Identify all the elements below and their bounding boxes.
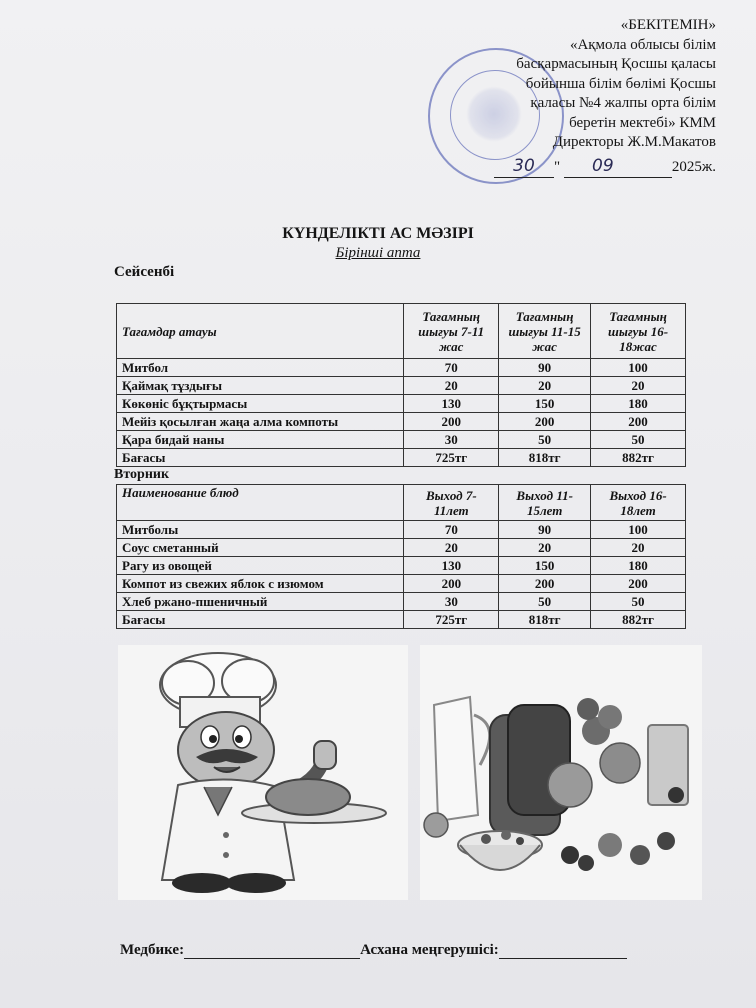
canteen-manager-label: Асхана меңгерушісі:: [360, 942, 499, 958]
price-label: Бағасы: [117, 611, 404, 629]
nurse-signature-line: [184, 944, 360, 959]
portion-cell: 180: [591, 395, 686, 413]
table-row: [117, 359, 686, 377]
dish-name: Қара бидай наны: [117, 431, 404, 449]
chef-illustration: [118, 645, 408, 900]
price-row: [117, 449, 686, 467]
table-row: [117, 593, 686, 611]
nurse-label: Медбике:: [120, 942, 185, 958]
price-cell: 725тг: [404, 611, 499, 629]
price-cell: 882тг: [591, 449, 686, 467]
table-row: [117, 377, 686, 395]
dish-name: Рагу из овощей: [117, 557, 404, 575]
table-row: [117, 395, 686, 413]
portion-cell: 70: [404, 359, 499, 377]
table-row: [117, 521, 686, 539]
food-illustration: [420, 645, 702, 900]
day-label-kazakh: Сейсенбі: [114, 264, 175, 280]
portion-cell: 200: [591, 413, 686, 431]
approval-date: 30 " 09 2025ж.: [396, 157, 716, 179]
header-cell: Наименование блюд: [117, 485, 404, 521]
portion-cell: 30: [404, 431, 499, 449]
menu-table-russian: [116, 484, 686, 629]
dish-name: Қаймақ тұздығы: [117, 377, 404, 395]
handwritten-day: 30: [513, 155, 535, 176]
header-cell: Тағамның шығуы 7-11 жас: [404, 304, 499, 359]
portion-cell: 100: [591, 521, 686, 539]
approval-line: «БЕКІТЕМІН»: [620, 17, 716, 33]
portion-cell: 20: [591, 377, 686, 395]
price-cell: 818тг: [499, 611, 591, 629]
price-cell: 882тг: [591, 611, 686, 629]
portion-cell: 50: [499, 593, 591, 611]
dish-name: Мейіз қосылған жаңа алма компоты: [117, 413, 404, 431]
table-row: [117, 431, 686, 449]
header-cell: Выход 11-15лет: [499, 485, 591, 521]
portion-cell: 20: [591, 539, 686, 557]
portion-cell: 200: [499, 413, 591, 431]
price-cell: 818тг: [499, 449, 591, 467]
handwritten-month: 09: [592, 155, 614, 176]
portion-cell: 100: [591, 359, 686, 377]
portion-cell: 20: [499, 539, 591, 557]
approval-block: [396, 16, 716, 178]
page-subtitle: Бірінші апта: [335, 245, 421, 261]
chef-icon: [118, 645, 408, 900]
signature-footer: [120, 942, 627, 959]
table-row: [117, 413, 686, 431]
portion-cell: 30: [404, 593, 499, 611]
header-cell: Выход 7-11лет: [404, 485, 499, 521]
table-header-row: [117, 304, 686, 359]
portion-cell: 50: [591, 431, 686, 449]
portion-cell: 180: [591, 557, 686, 575]
table-row: [117, 539, 686, 557]
header-cell: Тағамдар атауы: [117, 304, 404, 359]
table-row: [117, 557, 686, 575]
price-cell: 725тг: [404, 449, 499, 467]
dish-name: Хлеб ржано-пшеничный: [117, 593, 404, 611]
portion-cell: 20: [404, 539, 499, 557]
dish-name: Компот из свежих яблок с изюмом: [117, 575, 404, 593]
header-cell: Выход 16-18лет: [591, 485, 686, 521]
header-cell: Тағамның шығуы 16-18жас: [591, 304, 686, 359]
portion-cell: 90: [499, 359, 591, 377]
table-row: [117, 575, 686, 593]
approval-line: беретін мектебі» КММ: [569, 114, 716, 131]
dish-name: Соус сметанный: [117, 539, 404, 557]
portion-cell: 150: [499, 557, 591, 575]
approval-line: «Ақмола облысы білім: [569, 36, 716, 53]
portion-cell: 130: [404, 395, 499, 413]
approval-line: бойынша білім бөлімі Қосшы: [525, 75, 716, 92]
portion-cell: 150: [499, 395, 591, 413]
portion-cell: 70: [404, 521, 499, 539]
portion-cell: 50: [499, 431, 591, 449]
approval-line: қаласы №4 жалпы орта білім: [530, 95, 716, 111]
director-line: Директоры Ж.М.Макатов: [552, 134, 716, 150]
table-header-row: [117, 485, 686, 521]
portion-cell: 130: [404, 557, 499, 575]
portion-cell: 90: [499, 521, 591, 539]
portion-cell: 200: [591, 575, 686, 593]
price-label: Бағасы: [117, 449, 404, 467]
menu-table-kazakh: [116, 303, 686, 467]
dish-name: Көкөніс бұқтырмасы: [117, 395, 404, 413]
portion-cell: 200: [499, 575, 591, 593]
portion-cell: 200: [404, 413, 499, 431]
canteen-manager-signature-line: [499, 944, 627, 959]
header-cell: Тағамның шығуы 11-15 жас: [499, 304, 591, 359]
dish-name: Митболы: [117, 521, 404, 539]
portion-cell: 50: [591, 593, 686, 611]
day-label-russian: Вторник: [114, 467, 170, 482]
portion-cell: 200: [404, 575, 499, 593]
food-icon: [420, 645, 702, 900]
approval-line: басқармасының Қосшы қаласы: [516, 56, 716, 72]
portion-cell: 20: [404, 377, 499, 395]
portion-cell: 20: [499, 377, 591, 395]
approval-year: 2025ж.: [671, 158, 716, 175]
dish-name: Митбол: [117, 359, 404, 377]
page-title: КҮНДЕЛІКТІ АС МӘЗІРІ: [282, 225, 474, 242]
price-row: [117, 611, 686, 629]
